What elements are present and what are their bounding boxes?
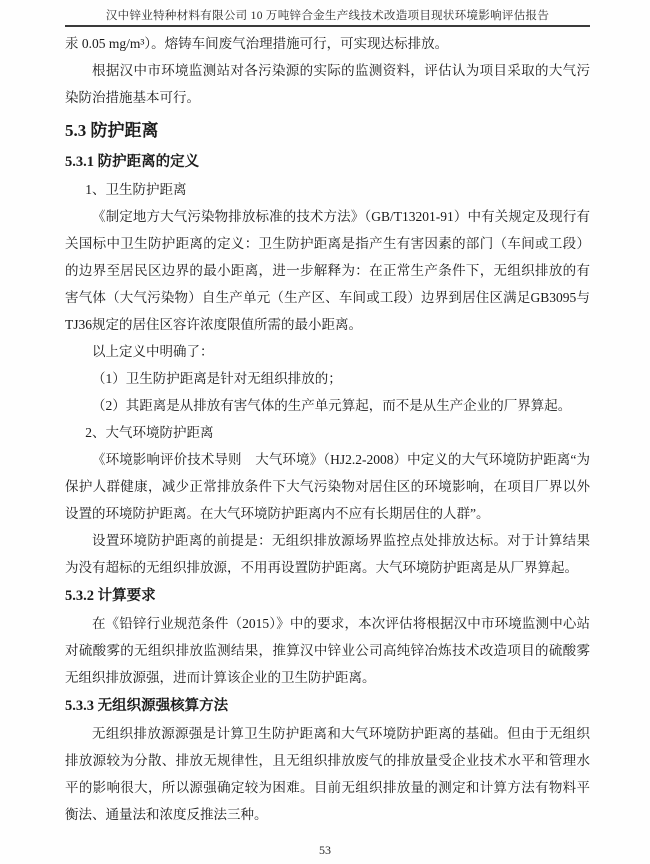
paragraph-continuation: 汞 0.05 mg/m³）。熔铸车间废气治理措施可行，可实现达标排放。 — [65, 36, 449, 51]
page-number: 53 — [319, 843, 331, 857]
header-rule — [65, 25, 590, 27]
paragraph-monitoring-conclusion: 根据汉中市环境监测站对各污染源的实际的监测资料，评估认为项目采取的大气污染防治措施基本可行。 — [65, 63, 590, 105]
subsection-heading-5-3-3: 5.3.3 无组织源强核算方法 — [65, 698, 229, 714]
list-item-atmospheric-distance: 2、大气环境防护距离 — [85, 425, 214, 440]
section-heading-5-3: 5.3 防护距离 — [65, 121, 159, 140]
paragraph-definition-intro: 以上定义中明确了： — [92, 344, 214, 359]
paragraph-calculation-requirement: 在《铅锌行业规范条件（2015）》中的要求，本次评估将根据汉中市环境监测中心站对硫酸雾的无组织排放监测结果，推算汉中锌业公司高纯锌冶炼技术改造项目的硫酸雾无组织排放源强，进而计算该企业的卫生防护距离。 — [65, 616, 590, 685]
document-content — [65, 30, 590, 828]
paragraph-atmospheric-distance-definition: 《环境影响评价技术导则 大气环境》（HJ2.2-2008）中定义的大气环境防护距离“为保护人群健康，减少正常排放条件下大气污染物对居住区的环境影响，在项目厂界以外设置的环境防护距离。在大气环境防护距离内不应有长期居住的人群”。 — [65, 452, 590, 521]
paragraph-distance-premise: 设置环境防护距离的前提是：无组织排放源场界监控点处排放达标。对于计算结果为没有超标的无组织排放源，不用再设置防护距离。大气环境防护距离是从厂界算起。 — [65, 533, 590, 575]
subsection-heading-5-3-1: 5.3.1 防护距离的定义 — [65, 154, 200, 170]
list-item-health-distance: 1、卫生防护距离 — [85, 182, 187, 197]
paragraph-health-distance-definition: 《制定地方大气污染物排放标准的技术方法》（GB/T13201-91）中有关规定及现行有关国标中卫生防护距离的定义：卫生防护距离是指产生有害因素的部门（车间或工段）的边界至居民区边界的最小距离，进一步解释为：在正常生产条件下，无组织排放的有害气体（大气污染物）自生产单元（生产区、车间或工段）边界到居住区满足GB3095与TJ36规定的居住区容许浓度限值所需的最小距离。 — [65, 209, 590, 332]
subsection-heading-5-3-2: 5.3.2 计算要求 — [65, 588, 156, 604]
page-footer — [0, 843, 650, 858]
header-title: 汉中锌业特种材料有限公司 10 万吨锌合金生产线技术改造项目现状环境影响评估报告 — [105, 10, 550, 22]
paragraph-point-2: （2）其距离是从排放有害气体的生产单元算起，而不是从生产企业的厂界算起。 — [92, 398, 572, 413]
paragraph-source-strength-method: 无组织排放源源强是计算卫生防护距离和大气环境防护距离的基础。但由于无组织排放源较为分散、排放无规律性，且无组织排放废气的排放量受企业技术水平和管理水平的影响很大，所以源强确定较为困难。目前无组织排放量的测定和计算方法有物料平衡法、通量法和浓度反推法三种。 — [65, 726, 590, 822]
paragraph-point-1: （1）卫生防护距离是针对无组织排放的； — [92, 371, 342, 386]
